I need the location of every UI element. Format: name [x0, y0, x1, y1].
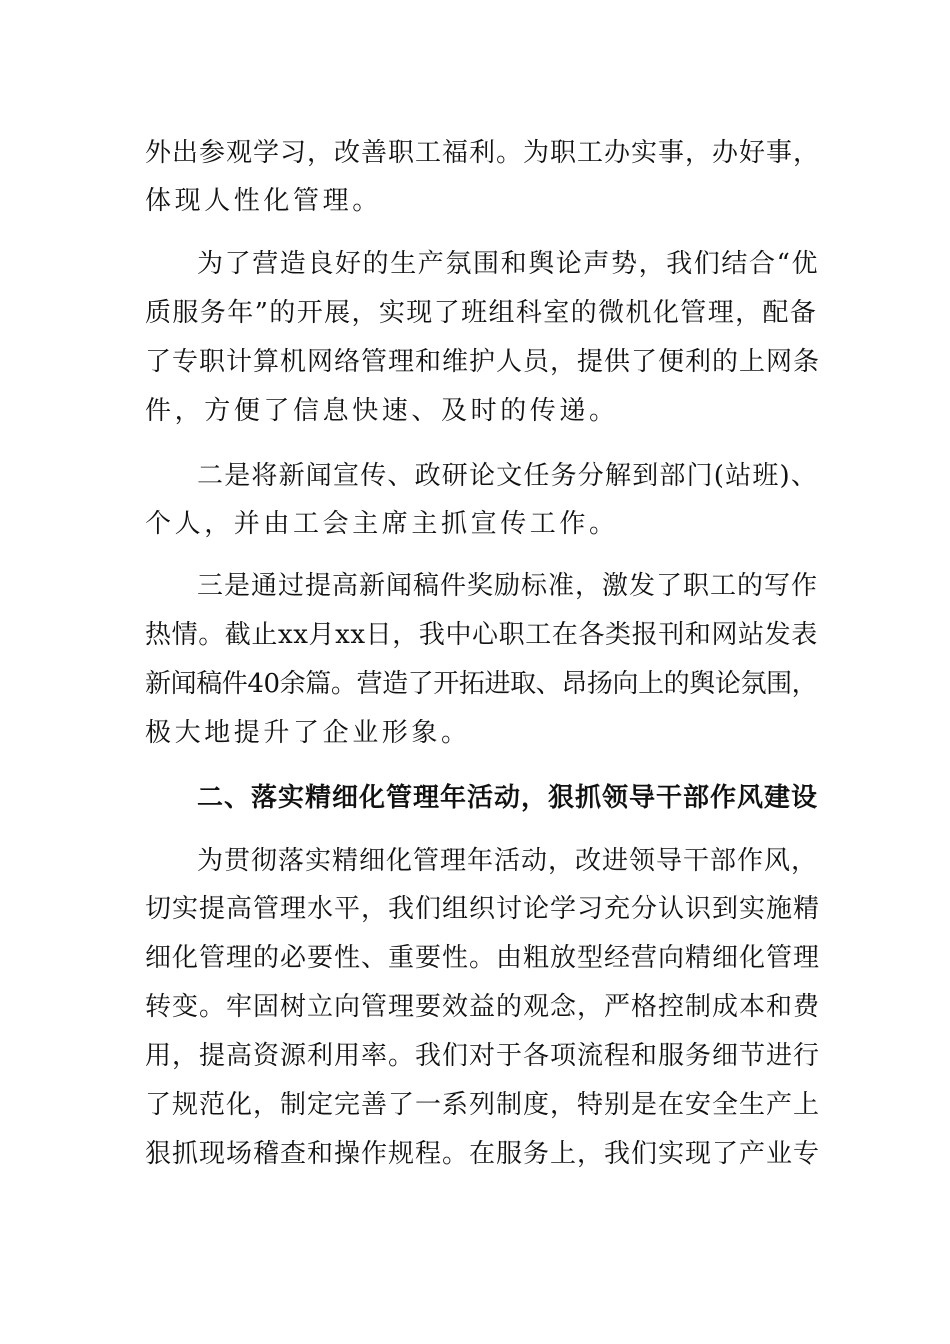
text-line: 了专职计算机网络管理和维护人员，提供了便利的上网条: [145, 347, 821, 377]
paragraph-first-line: 为了营造良好的生产氛围和舆论声势，我们结合“优: [197, 249, 820, 279]
text-line: 个人，并由工会主席主抓宣传工作。: [145, 509, 619, 539]
text-line: 件，方便了信息快速、及时的传递。: [145, 396, 619, 426]
text-line: 狠抓现场稽查和操作规程。在服务上，我们实现了产业专: [145, 1139, 821, 1169]
text-line: 了规范化，制定完善了一系列制度，特别是在安全生产上: [145, 1090, 821, 1120]
text-line: 用，提高资源利用率。我们对于各项流程和服务细节进行: [145, 1041, 821, 1071]
paragraph-first-line: 二是将新闻宣传、政研论文任务分解到部门(站班)、: [197, 461, 819, 491]
text-line: 质服务年”的开展，实现了班组科室的微机化管理，配备: [145, 298, 818, 328]
text-line: 极大地提升了企业形象。: [145, 718, 471, 748]
paragraph-first-line: 三是通过提高新闻稿件奖励标准，激发了职工的写作: [197, 571, 819, 601]
text-line: 转变。牢固树立向管理要效益的观念，严格控制成本和费: [145, 992, 821, 1022]
text-line: 细化管理的必要性、重要性。由粗放型经营向精细化管理: [145, 943, 821, 973]
text-line: 体现人性化管理。: [145, 186, 382, 216]
text-line: 新闻稿件40余篇。营造了开拓进取、昂扬向上的舆论氛围，: [145, 669, 818, 699]
text-line: 切实提高管理水平，我们组织讨论学习充分认识到实施精: [145, 894, 821, 924]
text-line: 热情。截止xx月xx日，我中心职工在各类报刊和网站发表: [145, 620, 818, 650]
text-line: 外出参观学习，改善职工福利。为职工办实事，办好事，: [145, 138, 821, 168]
paragraph-first-line: 为贯彻落实精细化管理年活动，改进领导干部作风，: [197, 846, 819, 876]
section-heading: 二、落实精细化管理年活动，狠抓领导干部作风建设: [197, 783, 819, 813]
